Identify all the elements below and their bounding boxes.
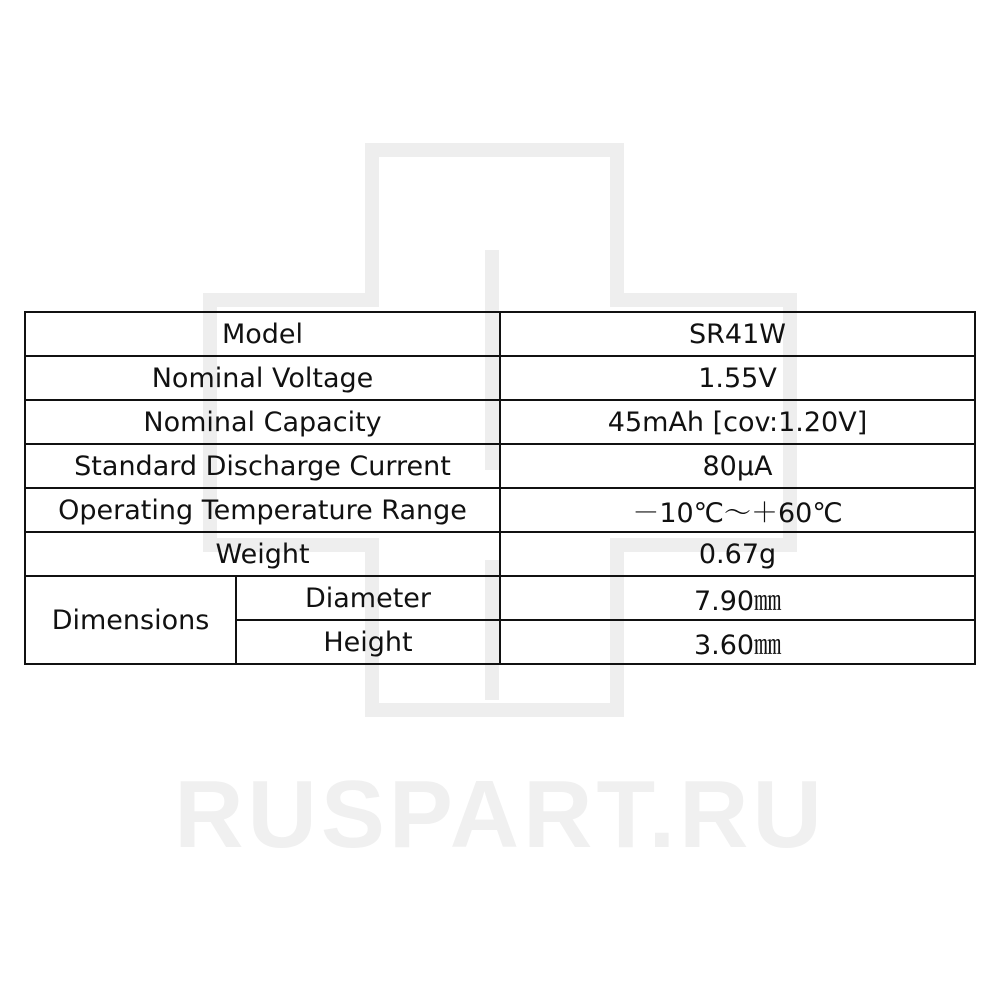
- height-label: Height: [236, 620, 500, 664]
- row-nominal-voltage: [25, 356, 975, 400]
- model-value: SR41W: [500, 312, 975, 356]
- standard-discharge-current-value: 80μA: [500, 444, 975, 488]
- operating-temperature-range-label: Operating Temperature Range: [25, 488, 500, 532]
- nominal-voltage-label: Nominal Voltage: [25, 356, 500, 400]
- nominal-capacity-label: Nominal Capacity: [25, 400, 500, 444]
- weight-label: Weight: [25, 532, 500, 576]
- watermark-text: RUSPART.RU: [174, 761, 826, 868]
- diameter-label: Diameter: [236, 576, 500, 620]
- nominal-voltage-value: 1.55V: [500, 356, 975, 400]
- operating-temperature-range-value: －10℃～＋60℃: [500, 488, 975, 532]
- row-operating-temperature-range: [25, 488, 975, 532]
- height-value: 3.60㎜: [500, 620, 975, 664]
- diameter-value: 7.90㎜: [500, 576, 975, 620]
- nominal-capacity-value: 45mAh [cov:1.20V]: [500, 400, 975, 444]
- spec-table: [24, 311, 976, 665]
- row-diameter: [25, 576, 975, 620]
- weight-value: 0.67g: [500, 532, 975, 576]
- row-model: [25, 312, 975, 356]
- model-label: Model: [25, 312, 500, 356]
- dimensions-label: Dimensions: [25, 576, 236, 664]
- row-nominal-capacity: [25, 400, 975, 444]
- row-weight: [25, 532, 975, 576]
- row-standard-discharge-current: [25, 444, 975, 488]
- standard-discharge-current-label: Standard Discharge Current: [25, 444, 500, 488]
